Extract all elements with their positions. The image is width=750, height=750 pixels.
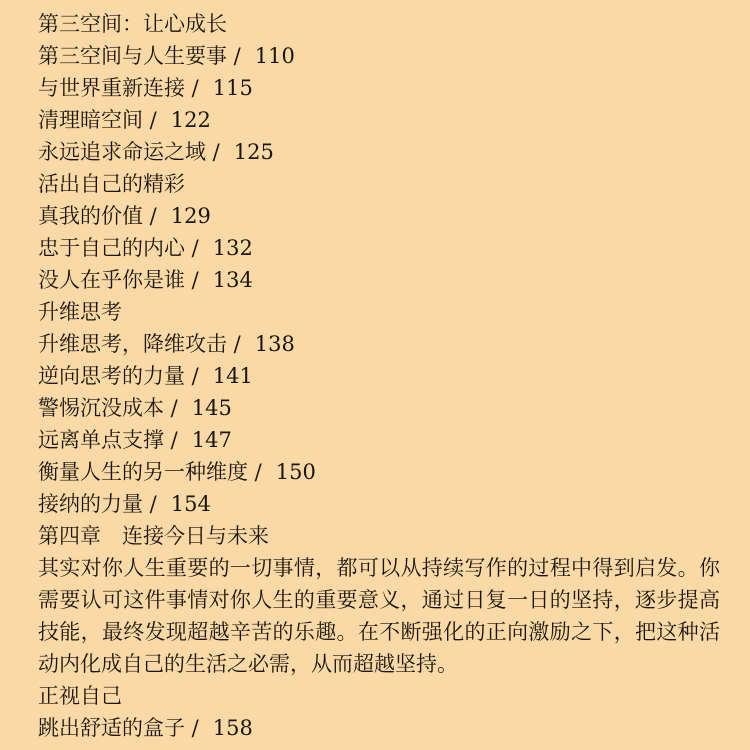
toc-title: 升维思考	[38, 300, 122, 324]
toc-title: 第三空间：让心成长	[38, 12, 227, 36]
toc-entry	[38, 456, 720, 488]
toc-page-number: 122	[170, 108, 211, 132]
toc-entry	[38, 264, 720, 296]
toc-entry	[38, 232, 720, 264]
toc-page-number: 110	[254, 44, 295, 68]
toc-title: 升维思考，降维攻击 /	[38, 332, 241, 356]
toc-page-number: 158	[212, 716, 253, 740]
toc-title: 远离单点支撑 /	[38, 428, 178, 452]
toc-page-number: 145	[191, 396, 232, 420]
toc-entry	[38, 392, 720, 424]
toc-entry	[38, 104, 720, 136]
chapter-intro-paragraph: 其实对你人生重要的一切事情，都可以从持续写作的过程中得到启发。你需要认可这件事情对你人生的重要意义，通过日复一日的坚持，逐步提高技能，最终发现超越辛苦的乐趣。在不断强化的正向激励之下，把这种活动内化成自己的生活之必需，从而超越坚持。	[38, 556, 720, 676]
toc-title: 活出自己的精彩	[38, 172, 185, 196]
toc-entry	[38, 712, 720, 744]
toc-entry	[38, 136, 720, 168]
toc-entry	[38, 200, 720, 232]
toc-page-number: 132	[212, 236, 253, 260]
toc-entry	[38, 72, 720, 104]
toc-title: 与世界重新连接 /	[38, 76, 199, 100]
toc-page-number: 147	[191, 428, 232, 452]
toc-title: 永远追求命运之域 /	[38, 140, 220, 164]
toc-title: 接纳的力量 /	[38, 492, 157, 516]
toc-title: 衡量人生的另一种维度 /	[38, 460, 262, 484]
toc-entry	[38, 360, 720, 392]
toc-page-number: 150	[275, 460, 316, 484]
section-heading	[38, 296, 720, 328]
section-heading	[38, 8, 720, 40]
toc-entry	[38, 40, 720, 72]
toc-title: 真我的价值 /	[38, 204, 157, 228]
toc-page-number: 141	[212, 364, 253, 388]
toc-page-number: 125	[233, 140, 274, 164]
toc-title: 警惕沉没成本 /	[38, 396, 178, 420]
section-heading	[38, 168, 720, 200]
toc-entry	[38, 424, 720, 456]
toc-title: 忠于自己的内心 /	[38, 236, 199, 260]
section-heading: 正视自己	[38, 684, 122, 708]
toc-title: 清理暗空间 /	[38, 108, 157, 132]
toc-entry	[38, 328, 720, 360]
toc-page-number: 134	[212, 268, 253, 292]
toc-page-number: 154	[170, 492, 211, 516]
toc-title: 第三空间与人生要事 /	[38, 44, 241, 68]
toc-title: 没人在乎你是谁 /	[38, 268, 199, 292]
toc-entry	[38, 488, 720, 520]
toc-page-number: 129	[170, 204, 211, 228]
toc-title: 跳出舒适的盒子 /	[38, 716, 199, 740]
toc-title: 逆向思考的力量 /	[38, 364, 199, 388]
chapter-title: 第四章 连接今日与未来	[38, 524, 269, 548]
toc-page-number: 115	[212, 76, 253, 100]
toc-page-number: 138	[254, 332, 295, 356]
